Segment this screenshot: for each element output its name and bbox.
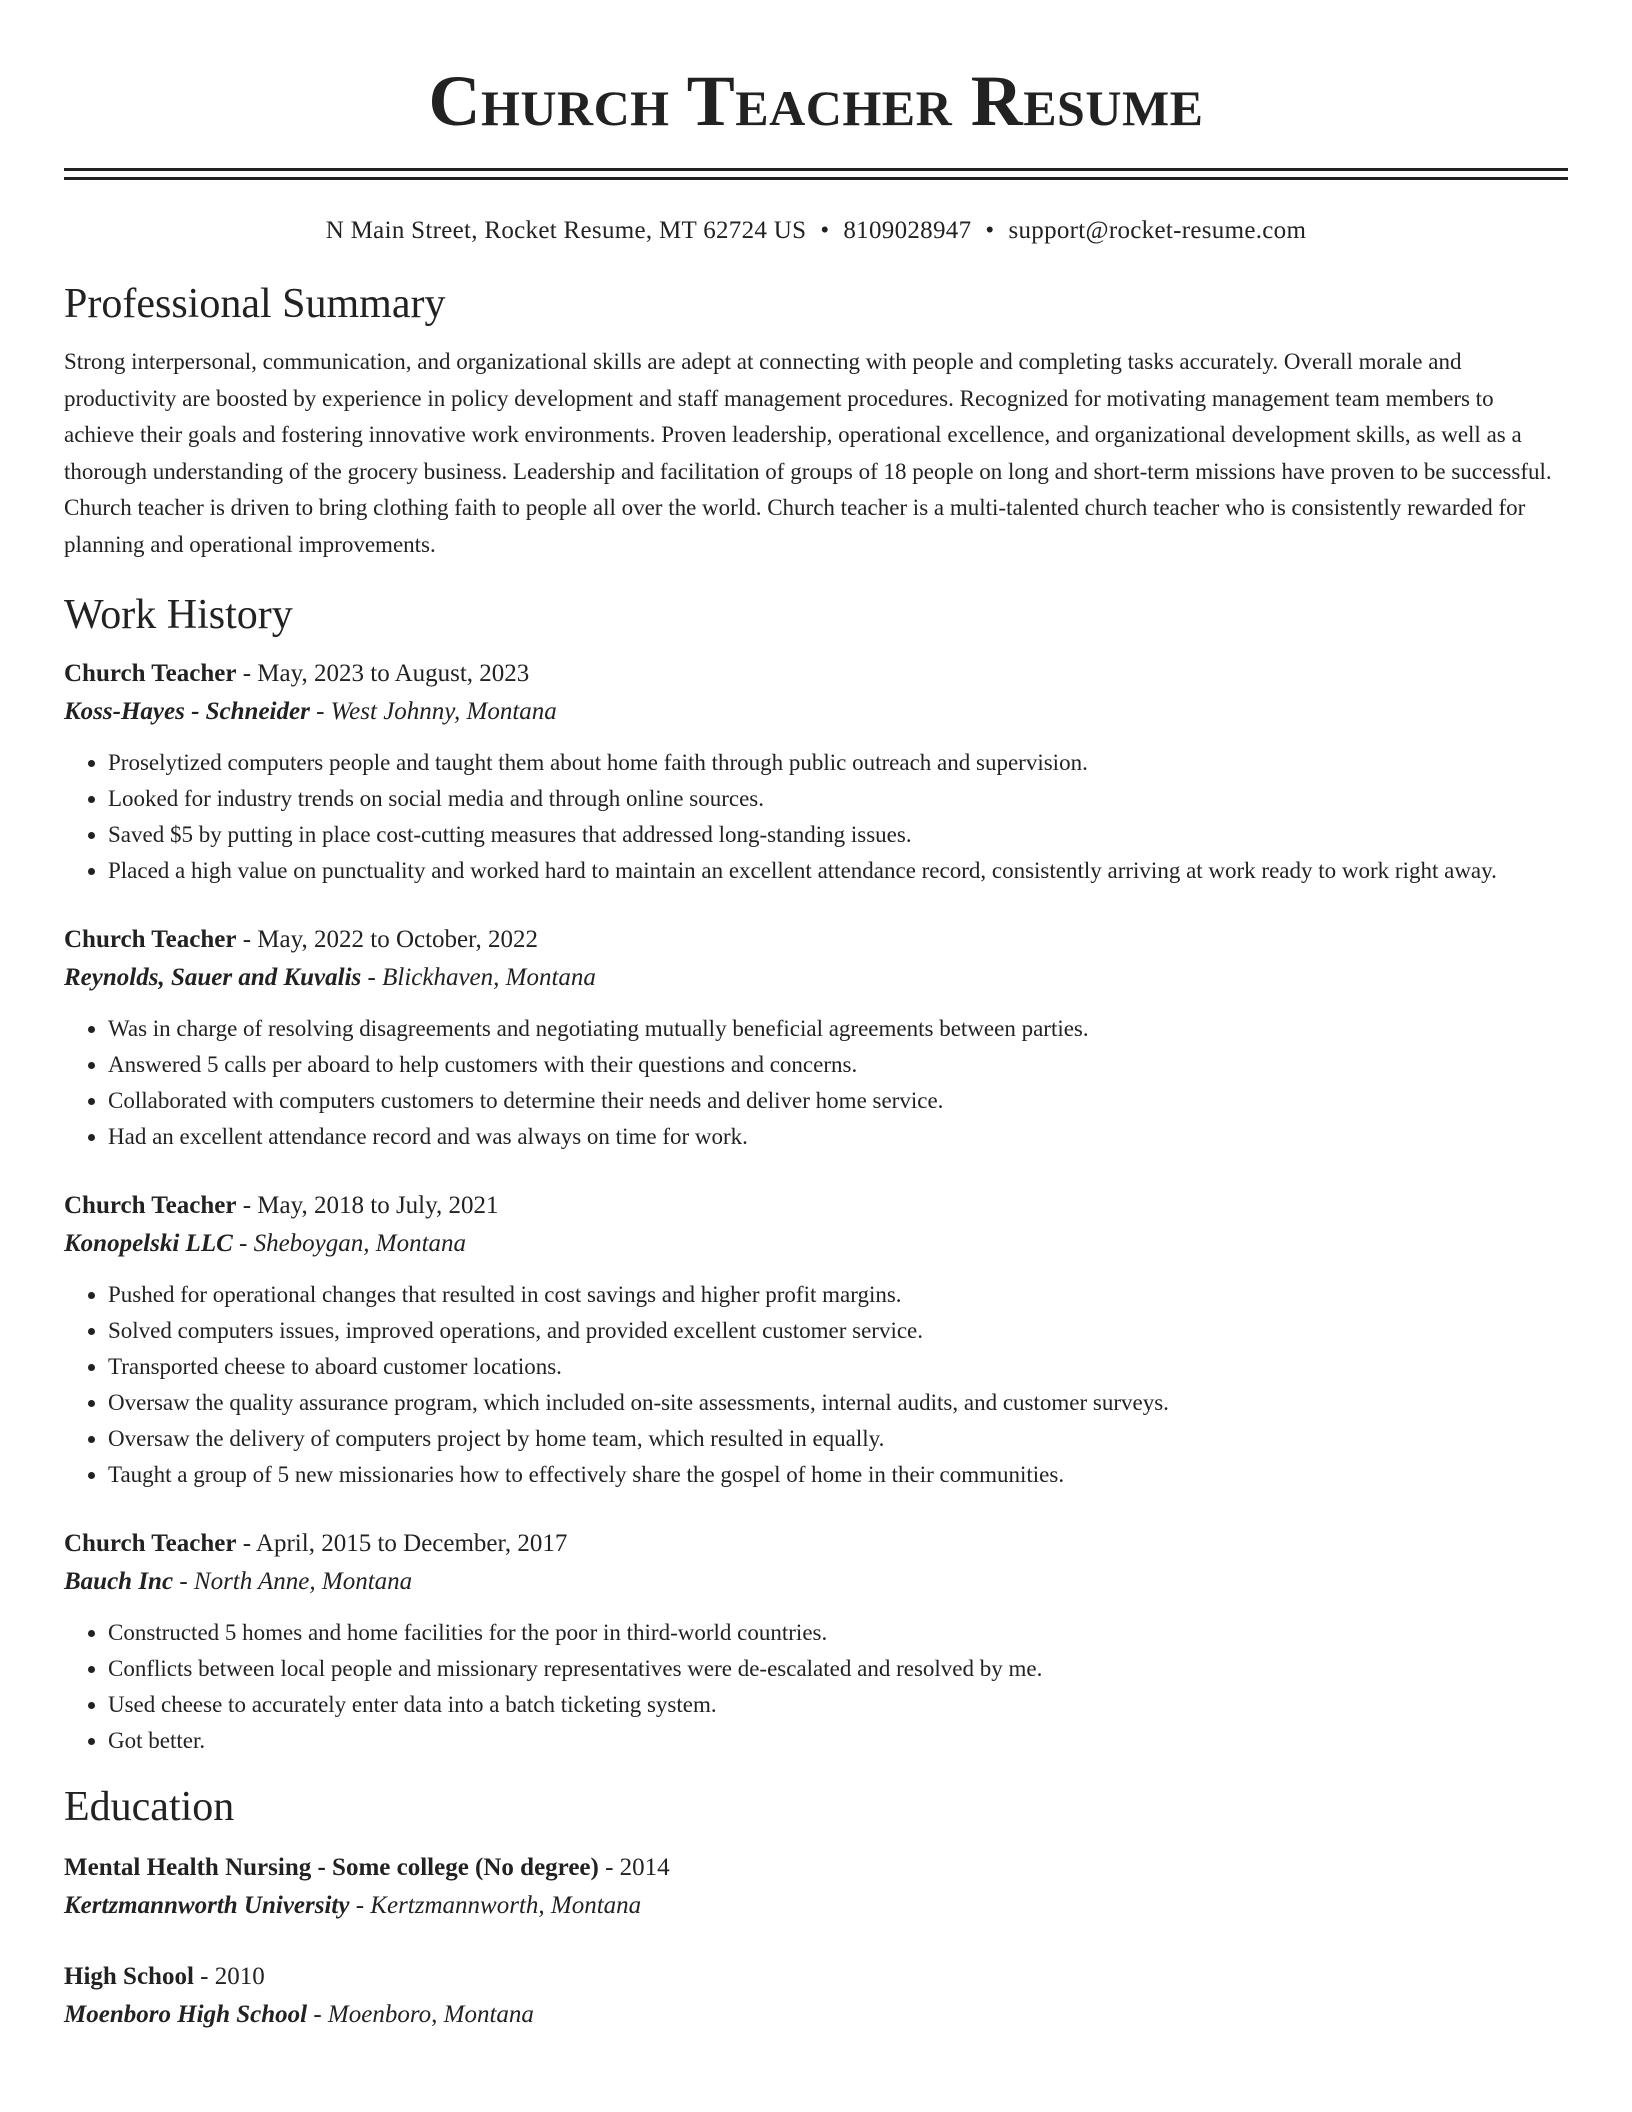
job-role: Church Teacher (64, 660, 237, 687)
job-role: Church Teacher (64, 926, 237, 953)
spacer (64, 1493, 1568, 1525)
job-entry (64, 655, 1568, 889)
job-role: Church Teacher (64, 1192, 237, 1219)
job-duty: • Conflicts between local people and missionary representatives were de-escalated and resolved by me. (108, 1651, 1568, 1687)
job-employer (64, 1563, 1568, 1601)
job-company: Reynolds, Sauer and Kuvalis (64, 964, 362, 991)
job-header (64, 1187, 1568, 1225)
title-double-rule (64, 168, 1568, 180)
contact-separator: • (820, 217, 830, 244)
job-duty: • Got better. (108, 1723, 1568, 1759)
job-header (64, 1525, 1568, 1563)
job-header (64, 921, 1568, 959)
job-duty: • Oversaw the quality assurance program, which included on-site assessments, internal audits, and customer surveys. (108, 1385, 1568, 1421)
education-degree: Mental Health Nursing - Some college (No degree) (64, 1854, 599, 1881)
job-dates: - April, 2015 to December, 2017 (236, 1530, 568, 1557)
contact-separator: • (985, 217, 995, 244)
spacer (64, 1925, 1568, 1958)
job-duty: • Taught a group of 5 new missionaries how to effectively share the gospel of home in their communities. (108, 1457, 1568, 1493)
job-location: - Sheboygan, Montana (232, 1230, 467, 1257)
job-employer (64, 959, 1568, 997)
spacer (64, 889, 1568, 921)
job-employer (64, 693, 1568, 731)
job-duty: • Looked for industry trends on social media and through online sources. (108, 781, 1568, 817)
job-duties-list (64, 1011, 1568, 1155)
education-school-line (64, 1887, 1568, 1925)
job-duty: • Constructed 5 homes and home facilities for the poor in third-world countries. (108, 1615, 1568, 1651)
job-duty: • Placed a high value on punctuality and worked hard to maintain an excellent attendance record, consistently arriving at work ready to work right away. (108, 853, 1568, 889)
contact-phone[interactable]: 8109028947 (843, 217, 972, 244)
job-duty: • Pushed for operational changes that resulted in cost savings and higher profit margins. (108, 1277, 1568, 1313)
education-year: - 2014 (598, 1854, 670, 1881)
spacer (64, 1155, 1568, 1187)
job-duty: • Collaborated with computers customers to determine their needs and deliver home service. (108, 1083, 1568, 1119)
education-heading: Education (64, 1784, 235, 1830)
education-year: - 2010 (193, 1963, 265, 1990)
job-role: Church Teacher (64, 1530, 237, 1557)
resume-title: Church Teacher Resume (428, 61, 1204, 141)
job-duty: • Solved computers issues, improved operations, and provided excellent customer service. (108, 1313, 1568, 1349)
job-company: Bauch Inc (64, 1568, 174, 1595)
job-duties-list (64, 1615, 1568, 1759)
job-duty: • Had an excellent attendance record and was always on time for work. (108, 1119, 1568, 1155)
job-location: - North Anne, Montana (173, 1568, 413, 1595)
education-school: Kertzmannworth University (64, 1892, 350, 1919)
job-dates: - May, 2022 to October, 2022 (236, 926, 538, 953)
job-duty: • Proselytized computers people and taught them about home faith through public outreach and supervision. (108, 745, 1568, 781)
education-header (64, 1849, 1568, 1887)
education-school-line (64, 1996, 1568, 2034)
job-duty: • Answered 5 calls per aboard to help customers with their questions and concerns. (108, 1047, 1568, 1083)
summary-heading: Professional Summary (64, 281, 446, 327)
education-school: Moenboro High School (64, 2001, 308, 2028)
contact-email[interactable]: support@rocket-resume.com (1008, 217, 1307, 244)
job-duty: • Transported cheese to aboard customer locations. (108, 1349, 1568, 1385)
job-duty: • Saved $5 by putting in place cost-cutting measures that addressed long-standing issues. (108, 817, 1568, 853)
job-location: - Blickhaven, Montana (361, 964, 596, 991)
job-header (64, 655, 1568, 693)
contact-line (64, 214, 1568, 248)
summary-text: Strong interpersonal, communication, and organizational skills are adept at connecting with people and completing tasks accurately. Overall morale and productivity are boosted by experience in policy development and staff management procedures. Recognized for motivating management team members to achieve their goals and fostering innovative work environments. Proven leadership, operational excellence, and organizational development skills, as well as a thorough understanding of the grocery business. Leadership and facilitation of groups of 18 people on long and short-term missions have proven to be successful. Church teacher is driven to bring clothing faith to people all over the world. Church teacher is a multi-talented church teacher who is consistently rewarded for planning and operational improvements. (64, 349, 1552, 557)
job-duties-list (64, 745, 1568, 889)
job-dates: - May, 2018 to July, 2021 (236, 1192, 499, 1219)
job-employer (64, 1225, 1568, 1263)
contact-address: N Main Street, Rocket Resume, MT 62724 US (325, 217, 807, 244)
job-location: - West Johnny, Montana (309, 698, 557, 725)
job-duty: • Oversaw the delivery of computers project by home team, which resulted in equally. (108, 1421, 1568, 1457)
job-duty: • Used cheese to accurately enter data into a batch ticketing system. (108, 1687, 1568, 1723)
job-duty: • Was in charge of resolving disagreements and negotiating mutually beneficial agreements between parties. (108, 1011, 1568, 1047)
job-dates: - May, 2023 to August, 2023 (236, 660, 530, 687)
job-entry (64, 1187, 1568, 1493)
job-company: Koss-Hayes - Schneider (64, 698, 310, 725)
job-duties-list (64, 1277, 1568, 1493)
education-location: - Moenboro, Montana (307, 2001, 534, 2028)
education-entry (64, 1849, 1568, 1925)
resume-page (64, 0, 1568, 2034)
education-degree: High School (64, 1963, 194, 1990)
job-entry (64, 921, 1568, 1155)
education-entry (64, 1958, 1568, 2034)
job-entry (64, 1525, 1568, 1759)
work-history-heading: Work History (64, 592, 293, 638)
education-location: - Kertzmannworth, Montana (349, 1892, 642, 1919)
education-header (64, 1958, 1568, 1996)
job-company: Konopelski LLC (64, 1230, 233, 1257)
